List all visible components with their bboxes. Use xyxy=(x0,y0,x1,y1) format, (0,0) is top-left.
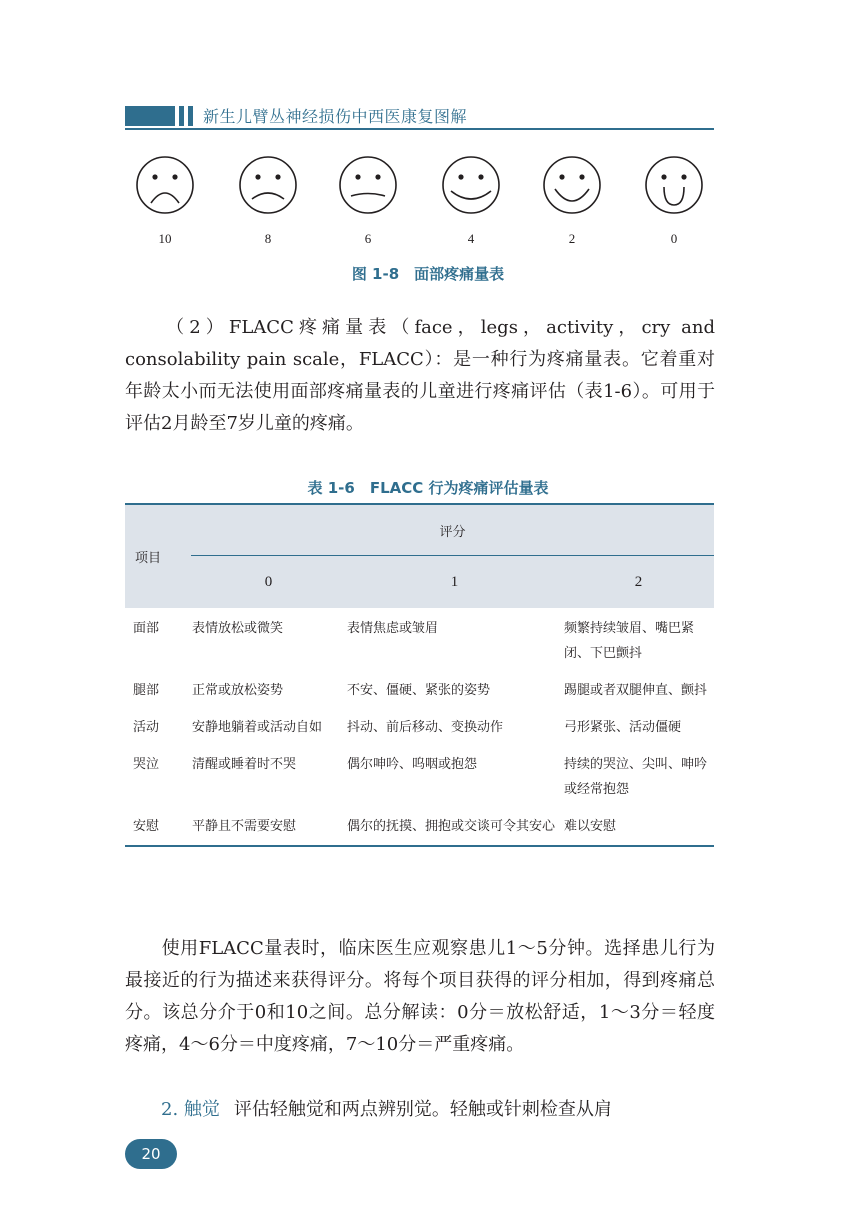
face-score: 2 xyxy=(568,231,576,246)
table-cell: 频繁持续皱眉、嘴巴紧闭、下巴颤抖 xyxy=(564,621,695,661)
frown-face-icon xyxy=(338,155,398,215)
book-title: 新生儿臂丛神经损伤中西医康复图解 xyxy=(203,107,468,126)
table-cell: 不安、僵硬、紧张的姿势 xyxy=(347,683,491,698)
table-cell: 清醒或睡着时不哭 xyxy=(192,757,297,772)
table-cell: 难以安慰 xyxy=(564,819,617,834)
face-item xyxy=(639,155,709,247)
table-row xyxy=(125,709,714,746)
face-item xyxy=(333,155,403,247)
face-item xyxy=(233,155,303,247)
section-number: 2. xyxy=(161,1099,179,1120)
item-header: 项目 xyxy=(135,551,162,566)
table-cell: 表情放松或微笑 xyxy=(192,621,284,636)
item-cell: 面部 xyxy=(133,621,160,636)
paragraph-text: 使用FLACC量表时，临床医生应观察患儿1～5分钟。选择患儿行为最接近的行为描述来获得评分。将每个项目获得的评分相加，得到疼痛总分。该总分介于0和10之间。总分解读：0分＝放松舒适，1～3分＝轻度疼痛，4～6分＝中度疼痛，7～10分＝严重疼痛。 xyxy=(125,938,715,1055)
figure-caption: 图 1-8 面部疼痛量表 xyxy=(351,265,505,283)
section-keyword: 触觉 xyxy=(183,1099,220,1120)
sad-face-icon xyxy=(238,155,298,215)
item-cell: 腿部 xyxy=(133,683,160,698)
table-row xyxy=(125,672,714,709)
face-score: 0 xyxy=(670,231,678,246)
face-pain-scale xyxy=(125,155,725,265)
column-header: 0 xyxy=(264,573,273,590)
table-cell: 偶尔的抚摸、拥抱或交谈可令其安心 xyxy=(347,819,556,834)
happy-face-icon xyxy=(644,155,704,215)
face-item xyxy=(537,155,607,247)
slight-smile-face-icon xyxy=(441,155,501,215)
header-stripe xyxy=(188,106,193,126)
score-header: 评分 xyxy=(191,504,714,556)
paragraph xyxy=(125,933,715,1061)
face-item xyxy=(130,155,200,247)
item-cell: 活动 xyxy=(133,720,160,735)
table-cell: 持续的哭泣、尖叫、呻吟或经常抱怨 xyxy=(564,757,708,797)
table-row xyxy=(125,746,714,808)
smile-face-icon xyxy=(542,155,602,215)
table-caption: 表 1-6 FLACC 行为疼痛评估量表 xyxy=(307,479,549,497)
table-cell: 抖动、前后移动、变换动作 xyxy=(347,720,504,735)
section-text: 评估轻触觉和两点辨别觉。轻触或针刺检查从肩 xyxy=(233,1099,612,1120)
crying-face-icon xyxy=(135,155,195,215)
paragraph xyxy=(125,312,715,440)
item-cell: 安慰 xyxy=(133,819,160,834)
table-cell: 偶尔呻吟、呜咽或抱怨 xyxy=(347,757,478,772)
table-cell: 弓形紧张、活动僵硬 xyxy=(564,720,682,735)
header-rule xyxy=(125,128,714,130)
table-cell: 表情焦虑或皱眉 xyxy=(347,621,439,636)
column-header: 2 xyxy=(634,573,643,590)
flacc-table xyxy=(125,503,714,847)
item-cell: 哭泣 xyxy=(133,757,160,772)
face-score: 8 xyxy=(264,231,272,246)
face-score: 6 xyxy=(364,231,372,246)
header-block xyxy=(125,106,175,126)
section-paragraph xyxy=(125,1094,715,1126)
table-cell: 安静地躺着或活动自如 xyxy=(192,720,323,735)
table-row xyxy=(125,608,714,672)
table-row xyxy=(125,808,714,846)
table-cell: 正常或放松姿势 xyxy=(192,683,284,698)
face-score: 10 xyxy=(158,231,172,246)
table-cell: 平静且不需要安慰 xyxy=(192,819,297,834)
running-header xyxy=(125,106,714,130)
paragraph-text: （2）FLACC疼痛量表（face，legs，activity，cry and consolability pain scale，FLACC）：是一种行为疼痛量表。它着重对年龄太小而无法使用面部疼痛量表的儿童进行疼痛评估（表1-6）。可用于评估2月龄至7岁儿童的疼痛。 xyxy=(125,317,715,434)
table-cell: 踢腿或者双腿伸直、颤抖 xyxy=(564,683,708,698)
face-item xyxy=(436,155,506,247)
header-stripe xyxy=(179,106,184,126)
face-score: 4 xyxy=(467,231,475,246)
page-number: 20 xyxy=(125,1139,177,1169)
column-header: 1 xyxy=(450,573,459,590)
